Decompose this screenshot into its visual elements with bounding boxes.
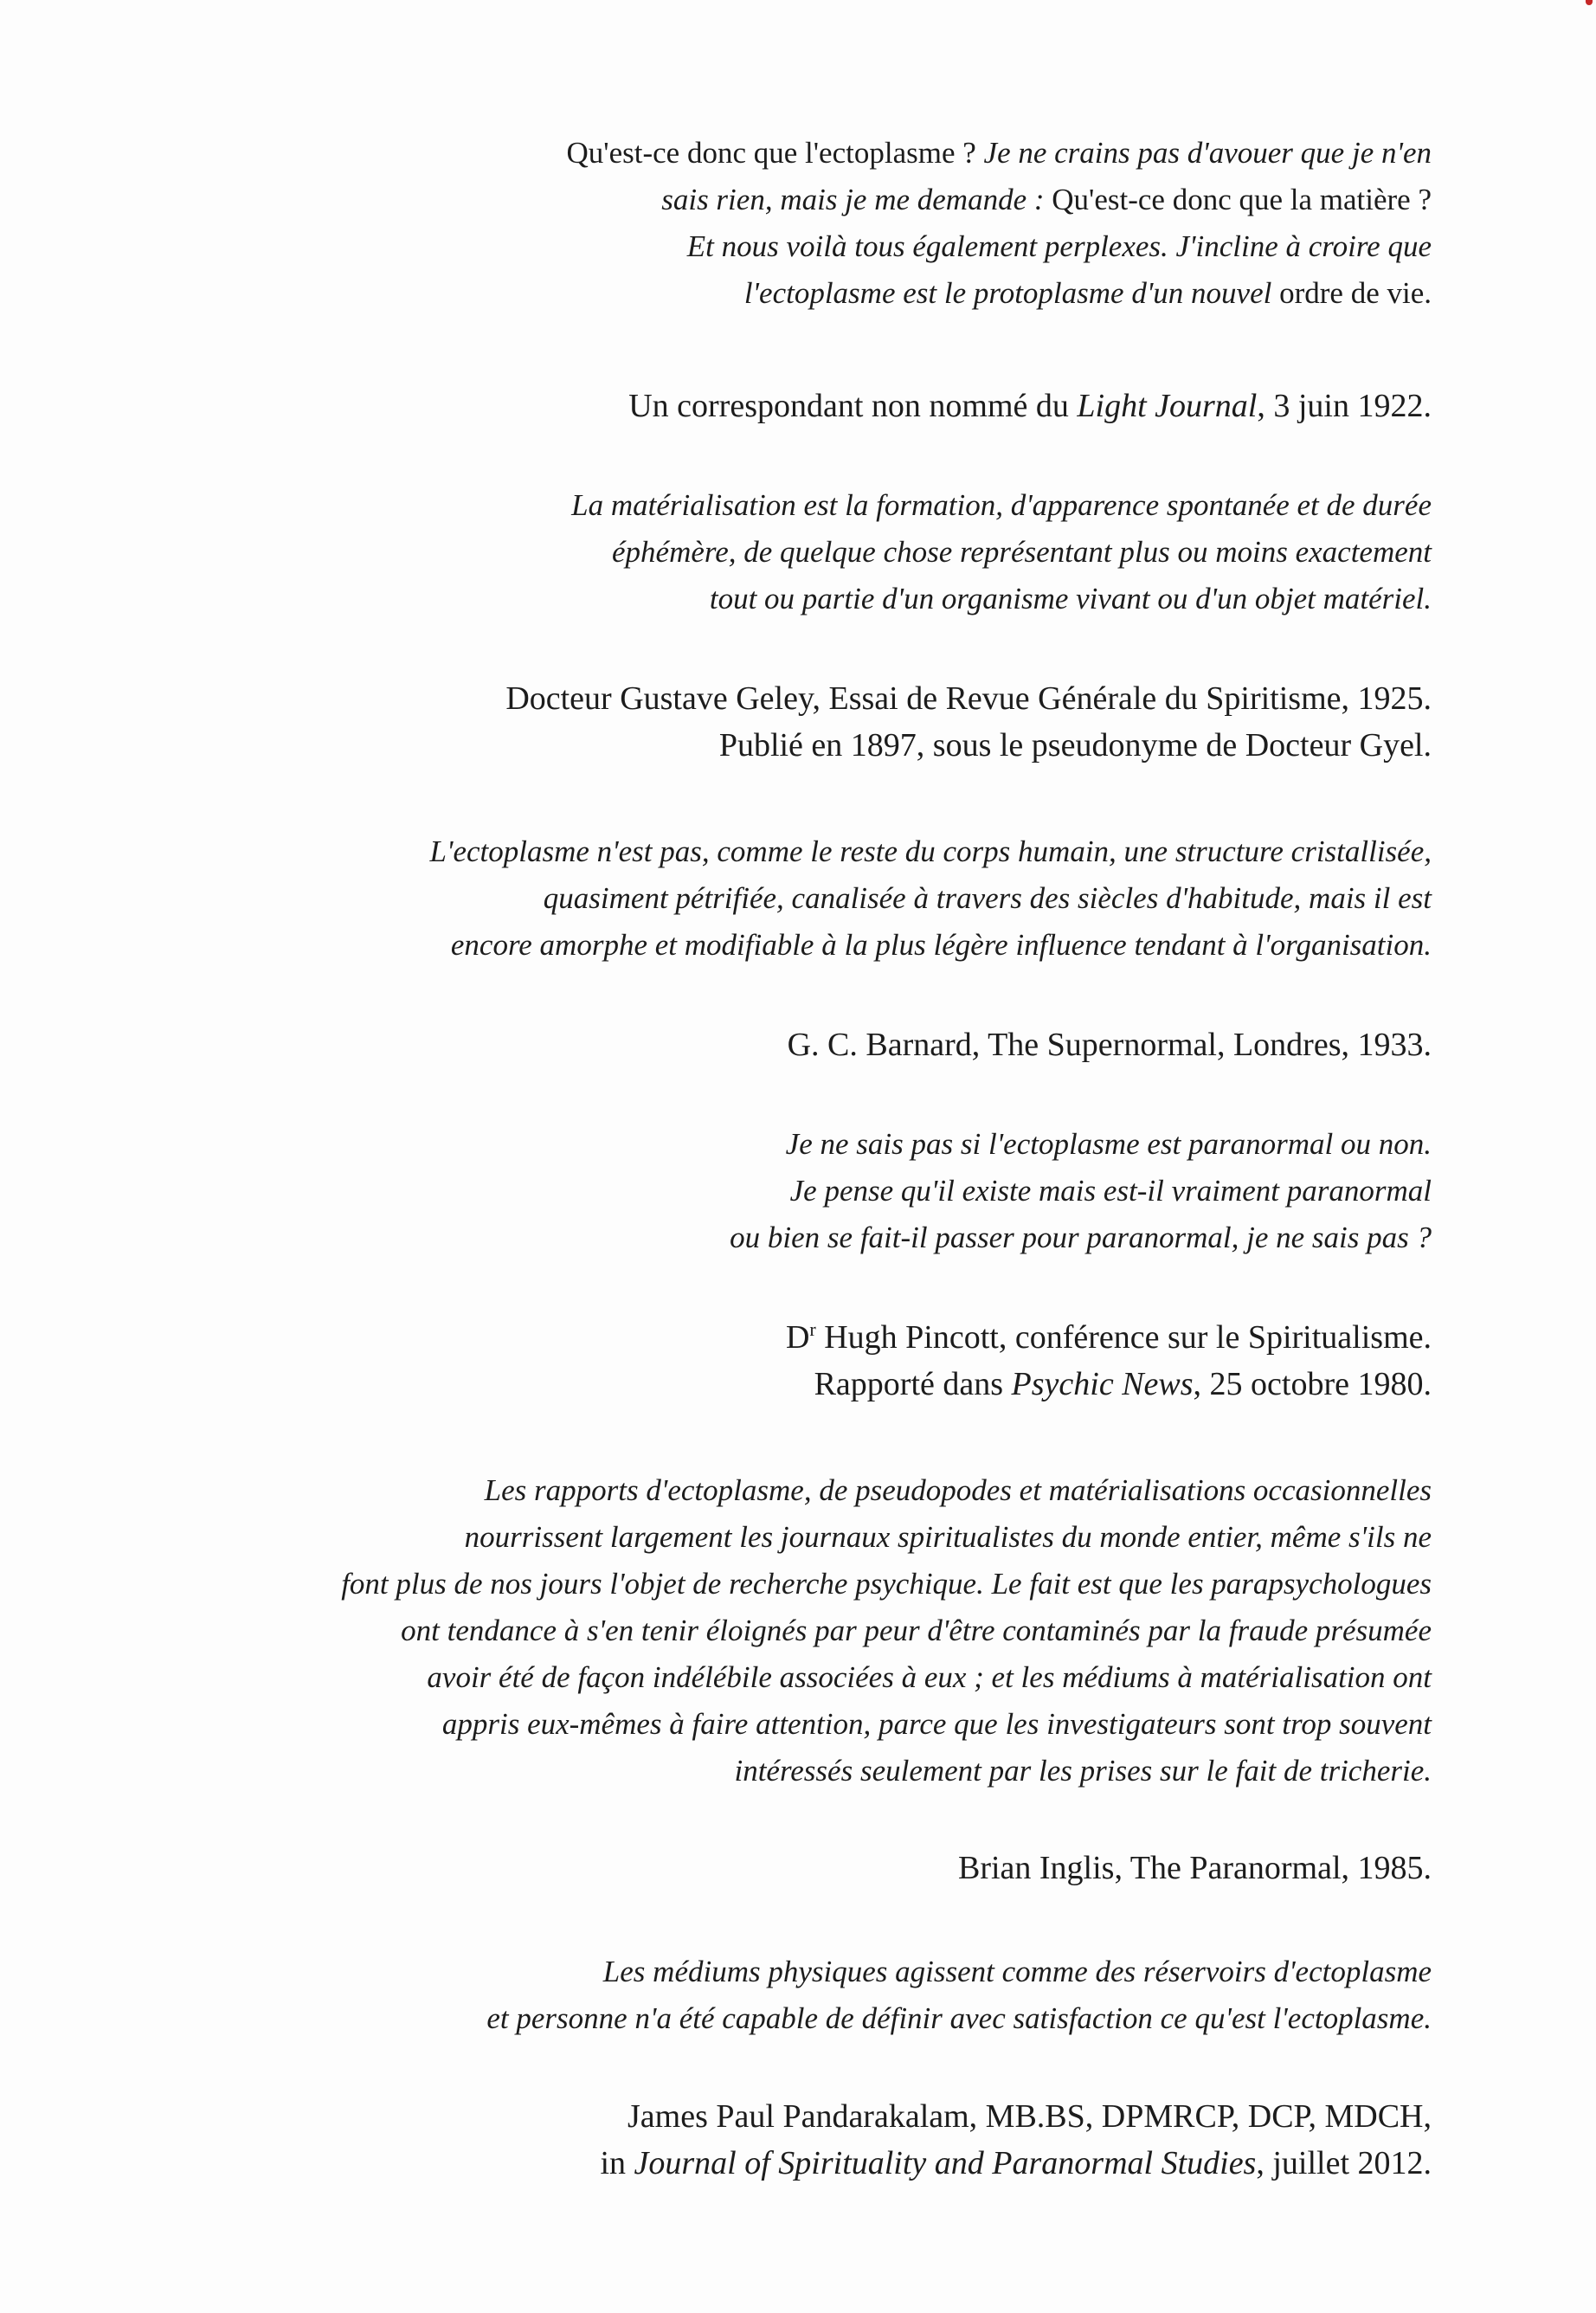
quote-line: nourrissent largement les journaux spiritualistes du monde entier, même s'ils ne <box>464 1520 1432 1554</box>
quote-line: appris eux-mêmes à faire attention, parce que les investigateurs sont trop souvent <box>441 1707 1432 1741</box>
attribution-line: Un correspondant non nommé du Light Journal, 3 juin 1922. <box>628 388 1432 424</box>
quote-line: Les médiums physiques agissent comme des réservoirs d'ectoplasme <box>602 1955 1432 1988</box>
quote-line: Qu'est-ce donc que l'ectoplasme ? Je ne crains pas d'avouer que je n'en <box>566 136 1432 170</box>
attribution-line: in Journal of Spirituality and Paranormal Studies, juillet 2012. <box>600 2145 1432 2181</box>
quote-line: Je pense qu'il existe mais est-il vraiment paranormal <box>789 1174 1432 1208</box>
quote-line: ou bien se fait-il passer pour paranormal, je ne sais pas ? <box>730 1221 1432 1254</box>
quote-line: sais rien, mais je me demande : Qu'est-ce donc que la matière ? <box>661 183 1432 216</box>
quote-line: Et nous voilà tous également perplexes. J'incline à croire que <box>686 229 1432 263</box>
epigraph-quote-2 <box>571 482 1432 622</box>
quote-line: Je ne sais pas si l'ectoplasme est paranormal ou non. <box>785 1127 1432 1161</box>
attribution-line: Rapporté dans Psychic News, 25 octobre 1980. <box>814 1366 1432 1402</box>
epigraph-quote-1 <box>567 130 1432 317</box>
epigraph-attribution-4 <box>786 1314 1432 1408</box>
quote-line: et personne n'a été capable de définir avec satisfaction ce qu'est l'ectoplasme. <box>486 2001 1432 2035</box>
quote-line: éphémère, de quelque chose représentant plus ou moins exactement <box>612 535 1432 569</box>
epigraph-quote-4 <box>730 1121 1432 1261</box>
attribution-line: Docteur Gustave Geley, Essai de Revue Générale du Spiritisme, 1925. <box>505 680 1432 717</box>
quote-line: Les rapports d'ectoplasme, de pseudopodes et matérialisations occasionnelles <box>484 1473 1432 1507</box>
quote-line: ont tendance à s'en tenir éloignés par peur d'être contaminés par la fraude présumée <box>401 1614 1432 1647</box>
attribution-line: Publié en 1897, sous le pseudonyme de Docteur Gyel. <box>718 727 1432 763</box>
quote-line: avoir été de façon indélébile associées à eux ; et les médiums à matérialisation ont <box>427 1660 1432 1694</box>
quote-line: l'ectoplasme est le protoplasme d'un nouvel ordre de vie. <box>743 276 1432 310</box>
page-corner-mark <box>1586 0 1593 5</box>
epigraph-attribution-3 <box>788 1021 1432 1068</box>
quote-line: L'ectoplasme n'est pas, comme le reste du corps humain, une structure cristallisée, <box>429 834 1432 868</box>
attribution-line: G. C. Barnard, The Supernormal, Londres, 1933. <box>787 1027 1432 1063</box>
attribution-line: James Paul Pandarakalam, MB.BS, DPMRCP, DCP, MDCH, <box>627 2098 1432 2135</box>
epigraph-quote-6 <box>486 1949 1432 2042</box>
quote-line: tout ou partie d'un organisme vivant ou d'un objet matériel. <box>709 582 1432 615</box>
attribution-line: Brian Inglis, The Paranormal, 1985. <box>957 1850 1432 1886</box>
quote-line: font plus de nos jours l'objet de recherche psychique. Le fait est que les parapsychologues <box>341 1567 1432 1601</box>
epigraph-attribution-1 <box>628 383 1432 429</box>
attribution-line: $D^r$ Hugh Pincott, conférence sur le Spiritualisme. <box>785 1318 1432 1356</box>
epigraph-attribution-5 <box>958 1845 1432 1891</box>
epigraph-attribution-6 <box>600 2093 1432 2187</box>
quote-line: quasiment pétrifiée, canalisée à travers des siècles d'habitude, mais il est <box>543 881 1432 915</box>
quote-line: La matérialisation est la formation, d'apparence spontanée et de durée <box>571 488 1432 522</box>
epigraph-attribution-2 <box>505 675 1432 769</box>
epigraph-quote-3 <box>430 828 1432 969</box>
quote-line: encore amorphe et modifiable à la plus légère influence tendant à l'organisation. <box>450 928 1432 962</box>
quote-line: intéressés seulement par les prises sur le fait de tricherie. <box>734 1754 1432 1788</box>
epigraph-quote-5 <box>341 1467 1432 1794</box>
